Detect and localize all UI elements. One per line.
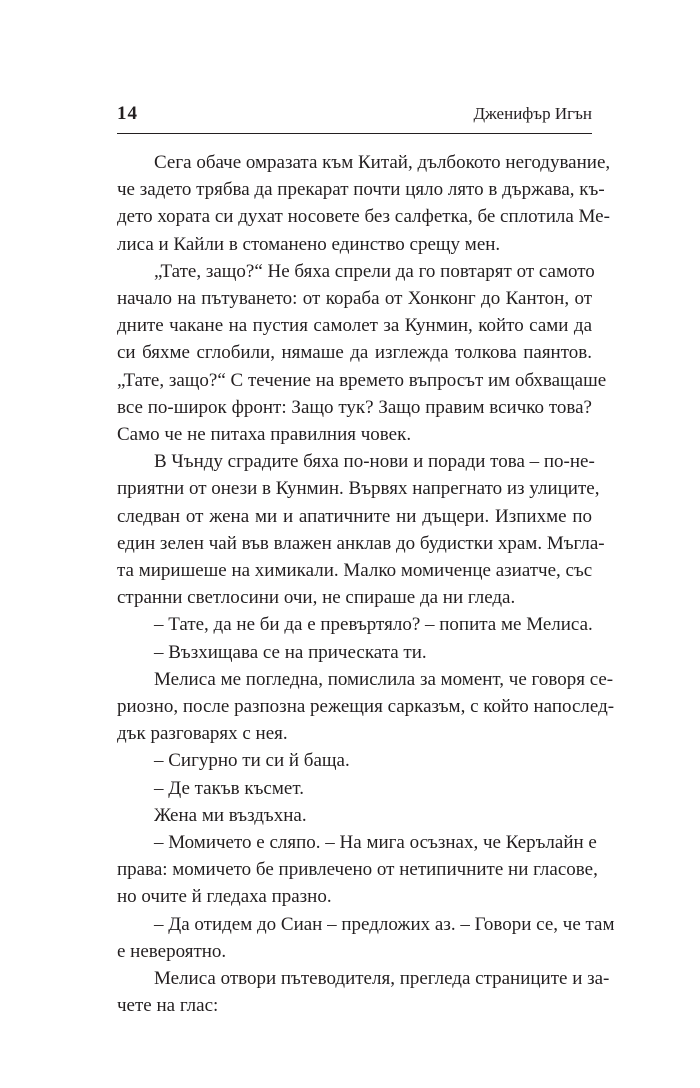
- text-line: – Момичето е сляпо. – На мига осъзнах, че Керълайн е: [154, 832, 597, 854]
- paragraph: [117, 802, 592, 829]
- text-line: та миришеше на химикали. Малко момиченце азиатче, със: [117, 560, 593, 582]
- text-line: но очите й гледаха празно.: [117, 886, 332, 908]
- text-line: В Чънду сградите бяха по-нови и поради това – по-не-: [154, 451, 595, 473]
- text-line: риозно, после разпозна режещия сарказъм, с който напослед-: [117, 696, 615, 718]
- text-line: следван от жена ми и апатичните ни дъщери. Изпихме по: [117, 505, 592, 527]
- text-line: все по-широк фронт: Защо тук? Защо правим всичко това?: [117, 396, 592, 418]
- text-line: – Де такъв късмет.: [154, 777, 304, 799]
- text-line: Жена ми въздъхна.: [154, 804, 307, 826]
- text-line: – Възхищава се на прическата ти.: [154, 641, 427, 663]
- text-line: дните чакане на пустия самолет за Кунмин, който сами да: [117, 315, 592, 337]
- text-line: Само че не питаха правилния човек.: [117, 424, 412, 446]
- text-line: Мелиса ме погледна, помислила за момент, че говоря се-: [154, 668, 614, 690]
- paragraph: [117, 448, 605, 611]
- text-line: дето хората си духат носовете без салфетка, бе сплотила Ме-: [117, 206, 610, 228]
- text-line: „Тате, защо?“ С течение на времето въпросът им обхващаше: [117, 369, 607, 391]
- body-text: [117, 149, 615, 1020]
- text-line: – Да отидем до Сиан – предложих аз. – Говори се, че там: [154, 913, 615, 935]
- paragraph: [117, 965, 610, 1019]
- text-line: начало на пътуването: от кораба от Хонконг до Кантон, от: [117, 288, 592, 310]
- text-line: права: момичето бе привлечено от нетипичните ни гласове,: [117, 859, 598, 881]
- text-line: странни светлосини очи, не спираше да ни гледа.: [117, 587, 516, 609]
- paragraph: [117, 611, 592, 638]
- paragraph: [117, 829, 598, 911]
- text-line: приятни от онези в Кунмин. Вървях напрегнато из улиците,: [117, 478, 600, 500]
- text-line: си бяхме сглобили, нямаше да изглежда толкова паянтов.: [117, 342, 592, 364]
- paragraph: [117, 258, 607, 448]
- text-line: че задето трябва да прекарат почти цяло лято в държава, къ-: [117, 179, 605, 201]
- paragraph: [117, 666, 615, 748]
- paragraph: [117, 775, 592, 802]
- text-line: – Сигурно ти си й баща.: [154, 750, 350, 772]
- text-line: дък разговарях с нея.: [117, 723, 288, 745]
- text-line: лиса и Кайли в стоманено единство срещу мен.: [117, 233, 501, 255]
- text-line: е невероятно.: [117, 940, 227, 962]
- text-line: – Тате, да не би да е превъртяло? – попита ме Мелиса.: [154, 614, 593, 636]
- paragraph: [117, 911, 615, 965]
- running-head-author: Дженифър Игън: [473, 104, 592, 123]
- text-line: чете на глас:: [117, 995, 219, 1017]
- text-line: един зелен чай във влажен анклав до будистки храм. Мъгла-: [117, 532, 605, 554]
- text-line: Сега обаче омразата към Китай, дълбокото негодувание,: [154, 152, 611, 173]
- paragraph: [117, 639, 592, 666]
- paragraph: [117, 149, 611, 258]
- paragraph: [117, 747, 592, 774]
- page-number: 14: [117, 103, 138, 124]
- header-rule: [117, 133, 592, 134]
- text-line: Мелиса отвори пътеводителя, прегледа страниците и за-: [154, 968, 610, 990]
- page-header: [117, 103, 592, 131]
- text-line: „Тате, защо?“ Не бяха спрели да го повтарят от самото: [154, 260, 595, 282]
